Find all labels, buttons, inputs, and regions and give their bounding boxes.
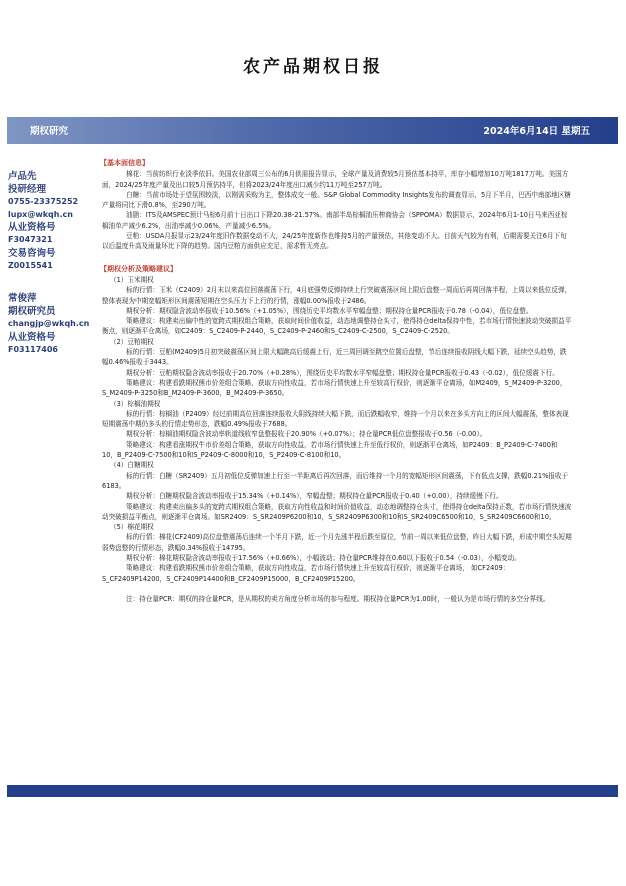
option-subheading: （2）豆粕期权: [110, 337, 154, 346]
basics-paragraph: 白糖：当前市场处于望氛围较淡，以刚需采购为主，整体成交一般。S&P Global Commodity Insights发布的调查显示，5月下半月，巴西中南部地区糖产量将同比下滑0.8%，至290万吨。: [102, 190, 571, 210]
author2-email: changjp@wkqh.cn: [8, 319, 90, 328]
strategy-paragraph: 策略建议：构建看跌期权熊市价差组合策略，获取方向性收益，若市场行情快速上升至较高行权价，则逐渐平仓离场， 如CF2409：S_CF2409P14200，S_CF2409P14400和B_CF2409P15000，B_CF2409P15200。: [102, 564, 510, 583]
license-label: 从业资格号: [8, 222, 56, 233]
author2-title: 期权研究员: [8, 306, 56, 317]
option-subheading: （4）白糖期权: [110, 461, 154, 470]
basics-paragraph: 豆粕：USDA月报显示23/24年度旧作数据变动不大，24/25年度新作也维持5月的产量预估，其他变动不大。目前天气较为有利，后期需要关注6月下旬以后温度升高及雨量环比下降的趋势。国内豆粕方面供应充足，需求暂无亮点。: [102, 232, 567, 251]
pcr-note: 注：持仓量PCR：期权的持仓量PCR，是从期权的卖方角度分析市场的参与程度。期权持仓量PCR为1.00时，一般认为是市场行情的多空分界线。: [126, 594, 550, 603]
option-subheading: （3）棕榈油期权: [110, 399, 161, 408]
author-email: lupx@wkqh.cn: [8, 209, 73, 219]
author-name: 卢品先: [8, 171, 37, 182]
strategy-paragraph: 策略建议：构建看跌期权熊市价差组合策略，获取方向性收益，若市场行情快速上升至较高行权价，则逐渐平仓离场，如M2409，S_M2409-P-3200，S_M2409-P-3250和B_M2409-P-3600，B_M2409-P-3650。: [102, 378, 567, 398]
strategy-paragraph: 策略建议：构建卖出偏多头的宽跨式期权组合策略，获取方向性收益和时间价值收益，动态地调整持仓头寸，使得持仓delta保持正数，若市场行情快速波动突破损益平衡点，则逐渐平仓离场。如SR2409：S_SR2409P6200和10，S_SR2409P6300和10和S_SR2409C6500和10，S_SR2409C6600和10。: [102, 502, 572, 521]
strategy-paragraph: 期权分析：豆粕期权隐含波动率报收于20.70%（+0.28%），围绕历史平均数水平窄幅盘整；期权持仓量PCR报收于0.43（-0.02），低位缓震下行。: [126, 368, 559, 377]
author2-name: 常俊萍: [8, 293, 37, 304]
strategy-paragraph: 标的行情：白糖（SR2409）五月初低位反弹加速上行至一半距离后再次回落，而后维持一个月的宽幅矩形区间震荡，下有低点支撑，跌幅0.21%报收于6183。: [102, 471, 569, 490]
author2-license-label: 从业资格号: [8, 331, 56, 343]
option-subheading: （5）棉花期权: [110, 523, 154, 532]
option-subheading: （1）玉米期权: [110, 275, 154, 284]
basics-paragraph: 油脂：ITS及AMSPEC预计马棕6月前十日出口下降20.38-21.57%。南部半岛棕榈油压榨商协会（SPPOMA）数据显示，2024年6月1-10日马来西亚棕榈油单产减少6.2%，出油率减少0.06%，产量减少6.5%。: [102, 211, 568, 230]
banner-category: 期权研究: [30, 126, 69, 137]
strategy-paragraph: 标的行情：棕榈油（P2409）经过前期高位回落连续报收大阴线持续大幅下跌，而后跌幅收窄，维持一个月以来在多头方向上的区间大幅震荡，整体表现短期震荡中期仍多头的行情走势形态，跌幅0.49%报收于7688。: [102, 409, 569, 429]
banner-date: 2024年6月14日 星期五: [483, 126, 590, 137]
strategy-paragraph: 标的行情：豆粕(M2409)5月初突破震荡区间上限大幅跳高后缓震上行，近三周回调至跳空位置后盘整，节后连续报收阴线大幅下跌，延续空头趋势，跌幅0.46%报收于3443。: [102, 348, 567, 367]
header-banner: [7, 117, 618, 144]
basics-paragraphs: [102, 169, 572, 251]
strategy-paragraph: 标的行情：棉花(CF2409)高位盘整震荡后连续一个半月下跌，近一个月先涨半程后跌至原位，节前一周以来低位盘整，昨日大幅下跌，形成中期空头短期弱势盘整的行情形态，跌幅0.34%报收于14795。: [102, 533, 572, 552]
basics-paragraph: 棉花：当前纺织行业淡季依旧。美国农业部周三公布的6月供需报告显示，全球产量及消费较5月预估基本持平，库存小幅增加10万吨1817万吨。美国方面，2024/25年度产量及出口较5月预估持平，但将2023/24年度出口减少约11万吨至257万吨。: [102, 170, 569, 189]
advisory-number: Z0015541: [8, 260, 53, 270]
report-title: 农产品期权日报: [243, 57, 383, 77]
strategy-paragraph: 期权分析：白糖期权隐含波动率报收于15.34%（+0.14%），窄幅盘整；期权持仓量PCR报收于0.40（+0.00），持续缓慢下行。: [126, 492, 503, 501]
strategy-paragraph: 策略建议：构建看涨期权牛市价差组合策略，获取方向性收益，若市场行情快速上升至低行权价，则逐渐平仓离场，如P2409：B_P2409-C-7400和10，B_P2409-C-7500和10和S_P2409-C-8000和10，S_P2409-C-8100和10。: [102, 440, 558, 460]
author-title: 投研经理: [8, 184, 47, 195]
author-phone: 0755-23375252: [8, 197, 79, 206]
strategy-paragraph: 期权分析：期权隐含波动率报收于10.56%（+1.05%），围绕历史平均数水平窄幅盘整；期权持仓量PCR报收于0.78（-0.04），低位盘整。: [126, 306, 533, 315]
strategy-paragraph: 期权分析：棉花期权隐含波动率报收于17.56%（+0.66%），小幅波动；持仓量PCR维持在0.60以下报收于0.54（-0.03），小幅变动。: [126, 553, 521, 562]
strategy-paragraphs: [102, 275, 572, 584]
advisory-label: 交易咨询号: [8, 247, 56, 259]
author-sidebar: [8, 170, 98, 356]
license-number: F3047321: [8, 235, 53, 244]
footer-bar: [7, 785, 618, 797]
strategy-paragraph: 期权分析：棕榈油期权隐含波动率轨道线收窄盘整报收于20.90%（+0.07%）；持仓量PCR低位盘整报收于0.56（-0.00）。: [126, 430, 487, 439]
section-heading-strategy: 【期权分析及策略建议】: [100, 264, 177, 273]
strategy-paragraph: 策略建议：构建卖出偏中性的宽跨式期权组合策略，获取时间价值收益，动态地调整持仓头寸，使得持仓delta保持中性，若市场行情快速波动突破损益平衡点，则逐渐平仓离场，如C2409：S_C2409-P-2440，S_C2409-P-2460和S_C2409-C-2500，S_C2409-C-2520。: [102, 317, 572, 336]
strategy-paragraph: 标的行情：玉米（C2409）2月末以来高位回落震荡下行，4月底强势反弹持续上行突破震荡区间上限后盘整一周而后再周回落半程，上周以来低位反弹，整体表现为中期宽幅矩形区间震荡短期在空头压力下上行的行情，涨幅0.00%报收于2486。: [102, 286, 572, 305]
report-body: [102, 156, 572, 604]
section-heading-basics: 【基本面信息】: [100, 159, 149, 167]
author2-license-number: F03117406: [8, 344, 58, 354]
